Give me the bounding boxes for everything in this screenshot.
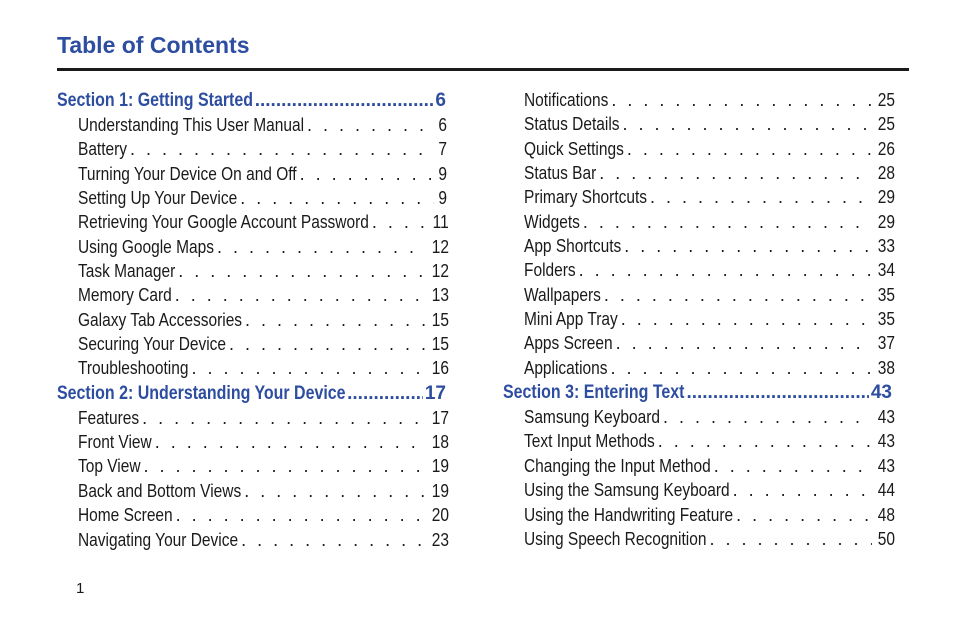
toc-page-number: 38 bbox=[877, 357, 895, 378]
toc-entry[interactable] bbox=[57, 235, 449, 259]
dot-leader bbox=[736, 503, 872, 527]
toc-entry-label: Quick Settings bbox=[524, 138, 624, 159]
toc-entry-label: Navigating Your Device bbox=[78, 529, 239, 550]
toc-entry[interactable] bbox=[503, 331, 895, 355]
toc-entry-label: Widgets bbox=[524, 211, 580, 232]
toc-entry[interactable] bbox=[503, 405, 895, 429]
toc-entry-label: Memory Card bbox=[78, 285, 172, 306]
dot-leader bbox=[144, 454, 426, 478]
toc-entry-label: Features bbox=[78, 407, 140, 428]
toc-entry-label: Turning Your Device On and Off bbox=[78, 163, 297, 184]
dot-leader bbox=[142, 406, 426, 430]
page-number: 1 bbox=[76, 580, 85, 597]
toc-page-number: 29 bbox=[877, 211, 895, 232]
toc-entry-label: Top View bbox=[78, 456, 141, 477]
page-title: Table of Contents bbox=[57, 32, 250, 58]
toc-entry-label: Using Google Maps bbox=[78, 236, 214, 257]
toc-entry[interactable] bbox=[57, 308, 449, 332]
dot-leader bbox=[627, 137, 872, 161]
toc-section-label: Section 2: Understanding Your Device bbox=[57, 382, 346, 404]
toc-page-number: 48 bbox=[877, 504, 895, 525]
toc-entry[interactable] bbox=[57, 454, 449, 478]
dot-leader bbox=[621, 307, 872, 331]
toc-page-number: 37 bbox=[877, 333, 895, 354]
toc-entry-label: Front View bbox=[78, 432, 152, 453]
toc-entry-label: Mini App Tray bbox=[524, 309, 618, 330]
toc-page-number: 13 bbox=[431, 285, 449, 306]
toc-entry-label: Using the Samsung Keyboard bbox=[524, 480, 730, 501]
toc-entry-label: Applications bbox=[524, 357, 608, 378]
toc-entry[interactable] bbox=[57, 210, 449, 234]
dot-leader bbox=[130, 137, 434, 161]
toc-page-number: 23 bbox=[431, 529, 449, 550]
dot-leader bbox=[155, 430, 426, 454]
toc-section-label: Section 3: Entering Text bbox=[503, 382, 685, 404]
dot-leader bbox=[240, 186, 434, 210]
dot-leader bbox=[307, 113, 434, 137]
dot-leader bbox=[611, 88, 871, 112]
toc-page-number: 43 bbox=[877, 407, 895, 428]
toc-page-number: 12 bbox=[431, 236, 449, 257]
dot-leader bbox=[714, 454, 872, 478]
toc-page-number: 6 bbox=[435, 90, 446, 111]
toc-entry[interactable] bbox=[57, 406, 449, 430]
toc-entry[interactable] bbox=[503, 283, 895, 307]
toc-entry[interactable] bbox=[57, 137, 446, 161]
toc-page-number: 6 bbox=[438, 115, 448, 135]
toc-right-column bbox=[503, 88, 895, 551]
toc-entry[interactable] bbox=[57, 283, 449, 307]
toc-entry-label: Status Bar bbox=[524, 163, 597, 184]
toc-page-number: 7 bbox=[438, 139, 448, 160]
dot-leader bbox=[733, 478, 872, 502]
toc-page-number: 26 bbox=[877, 138, 895, 159]
toc-page-number: 18 bbox=[431, 432, 449, 453]
toc-entry[interactable] bbox=[57, 113, 446, 137]
toc-page-number: 20 bbox=[431, 505, 449, 526]
toc-page-number: 9 bbox=[438, 163, 448, 184]
dot-leader bbox=[372, 210, 427, 234]
toc-section-label: Section 1: Getting Started bbox=[57, 90, 253, 111]
toc-page-number: 15 bbox=[431, 334, 449, 355]
toc-entry[interactable] bbox=[57, 528, 449, 552]
toc-page-number: 33 bbox=[877, 236, 895, 257]
toc-entry[interactable] bbox=[503, 478, 895, 502]
toc-entry-label: Text Input Methods bbox=[524, 431, 655, 452]
dot-leader bbox=[241, 528, 426, 552]
dot-leader bbox=[255, 88, 434, 113]
toc-entry[interactable] bbox=[57, 186, 446, 210]
toc-page-number: 44 bbox=[877, 480, 895, 501]
toc-page-number: 12 bbox=[431, 261, 449, 282]
dot-leader bbox=[579, 258, 872, 282]
toc-entry[interactable] bbox=[57, 332, 449, 356]
toc-entry-label: Primary Shortcuts bbox=[524, 187, 648, 208]
toc-page-number: 17 bbox=[431, 407, 449, 428]
dot-leader bbox=[229, 332, 426, 356]
title-divider bbox=[57, 68, 909, 71]
toc-entry-label: Samsung Keyboard bbox=[524, 407, 660, 428]
dot-leader bbox=[217, 235, 426, 259]
dot-leader bbox=[178, 259, 426, 283]
dot-leader bbox=[624, 234, 872, 258]
toc-page-number: 17 bbox=[424, 382, 446, 404]
toc-entry[interactable] bbox=[503, 234, 895, 258]
dot-leader bbox=[244, 479, 426, 503]
toc-page-number: 43 bbox=[877, 431, 895, 452]
toc-page-number: 25 bbox=[877, 90, 895, 110]
toc-entry[interactable] bbox=[57, 430, 449, 454]
toc-entry-label: App Shortcuts bbox=[524, 236, 622, 257]
dot-leader bbox=[616, 331, 872, 355]
toc-page-number: 43 bbox=[870, 382, 892, 404]
dot-leader bbox=[245, 308, 426, 332]
toc-left-column bbox=[57, 88, 449, 552]
toc-entry[interactable] bbox=[57, 479, 449, 503]
dot-leader bbox=[650, 185, 872, 209]
toc-entry[interactable] bbox=[503, 503, 895, 527]
toc-entry-label: Troubleshooting bbox=[78, 358, 189, 379]
dot-leader bbox=[709, 527, 871, 551]
toc-page-number: 35 bbox=[877, 284, 895, 305]
toc-entry[interactable] bbox=[503, 161, 895, 185]
toc-entry-label: Securing Your Device bbox=[78, 334, 227, 355]
toc-page-number: 19 bbox=[431, 480, 449, 501]
toc-entry[interactable] bbox=[57, 356, 449, 380]
toc-page-number: 35 bbox=[877, 309, 895, 330]
toc-section-heading[interactable] bbox=[57, 88, 446, 113]
toc-page-number: 29 bbox=[877, 187, 895, 208]
toc-entry[interactable] bbox=[503, 454, 895, 478]
dot-leader bbox=[583, 210, 872, 234]
toc-entry[interactable] bbox=[503, 210, 895, 234]
toc-entry-label: Using Speech Recognition bbox=[524, 528, 707, 549]
dot-leader bbox=[663, 405, 872, 429]
dot-leader bbox=[623, 112, 872, 136]
toc-entry-label: Galaxy Tab Accessories bbox=[78, 309, 243, 330]
toc-entry-label: Status Details bbox=[524, 114, 620, 135]
toc-section-heading[interactable] bbox=[503, 380, 892, 405]
dot-leader bbox=[175, 283, 426, 307]
toc-page-number: 15 bbox=[431, 309, 449, 330]
toc-page-number: 19 bbox=[431, 456, 449, 477]
dot-leader bbox=[604, 283, 872, 307]
toc-entry-label: Retrieving Your Google Account Password bbox=[78, 212, 369, 233]
toc-entry[interactable] bbox=[503, 307, 895, 331]
toc-page-number: 11 bbox=[432, 212, 449, 233]
toc-entry[interactable] bbox=[503, 356, 895, 380]
dot-leader bbox=[300, 162, 435, 186]
toc-entry-label: Home Screen bbox=[78, 505, 173, 526]
toc-entry-label: Using the Handwriting Feature bbox=[524, 504, 734, 525]
toc-entry-label: Back and Bottom Views bbox=[78, 480, 242, 501]
toc-entry-label: Changing the Input Method bbox=[524, 455, 711, 476]
dot-leader bbox=[191, 356, 425, 380]
toc-entry[interactable] bbox=[503, 258, 895, 282]
toc-page-number: 50 bbox=[877, 528, 895, 549]
dot-leader bbox=[347, 381, 423, 406]
toc-page-number: 34 bbox=[877, 260, 895, 281]
toc-entry-label: Wallpapers bbox=[524, 284, 601, 305]
toc-page-number: 28 bbox=[877, 163, 895, 184]
dot-leader bbox=[686, 380, 868, 405]
toc-entry[interactable] bbox=[503, 429, 895, 453]
dot-leader bbox=[610, 356, 871, 380]
toc-page-number: 25 bbox=[877, 114, 895, 135]
toc-entry[interactable] bbox=[503, 88, 895, 112]
toc-entry-label: Setting Up Your Device bbox=[78, 188, 238, 209]
toc-section-heading[interactable] bbox=[57, 381, 446, 406]
dot-leader bbox=[176, 503, 426, 527]
toc-page-number: 16 bbox=[431, 358, 449, 379]
toc-entry-label: Understanding This User Manual bbox=[78, 115, 305, 135]
toc-entry[interactable] bbox=[57, 259, 449, 283]
toc-page-number: 9 bbox=[438, 188, 448, 209]
toc-entry-label: Battery bbox=[78, 139, 128, 160]
toc-entry[interactable] bbox=[57, 162, 446, 186]
dot-leader bbox=[658, 429, 872, 453]
dot-leader bbox=[599, 161, 872, 185]
toc-entry[interactable] bbox=[503, 527, 895, 551]
toc-entry[interactable] bbox=[503, 185, 895, 209]
toc-entry[interactable] bbox=[57, 503, 449, 527]
toc-entry[interactable] bbox=[503, 137, 895, 161]
toc-entry-label: Apps Screen bbox=[524, 333, 613, 354]
toc-entry-label: Notifications bbox=[524, 90, 609, 110]
toc-page-number: 43 bbox=[877, 455, 895, 476]
toc-entry-label: Task Manager bbox=[78, 261, 176, 282]
toc-entry[interactable] bbox=[503, 112, 895, 136]
toc-entry-label: Folders bbox=[524, 260, 576, 281]
